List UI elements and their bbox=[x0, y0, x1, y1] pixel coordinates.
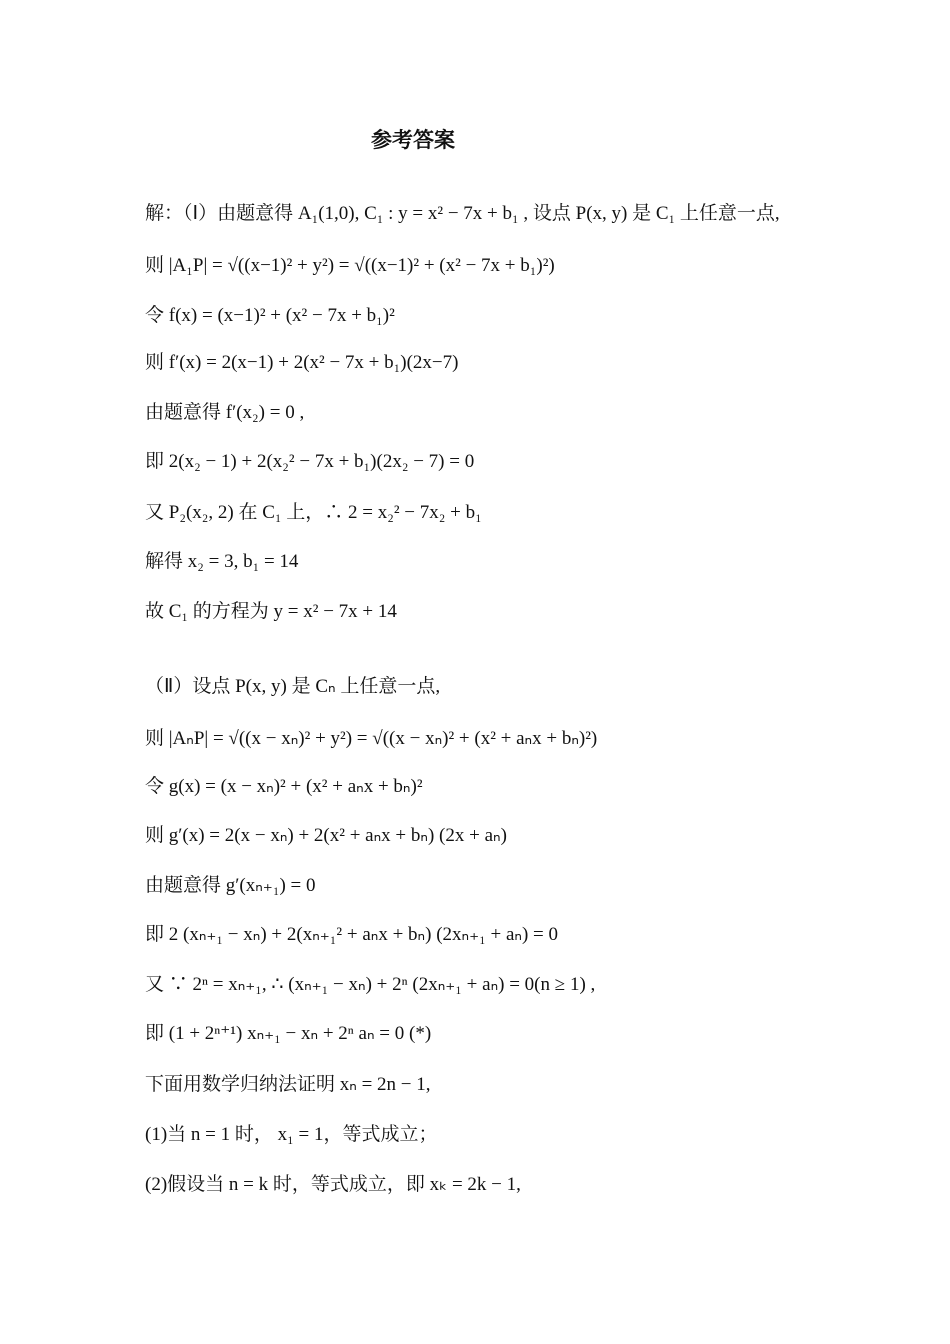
solution-line: 即 2(x₂ − 1) + 2(x₂² − 7x + b₁)(2x₂ − 7) = 0 bbox=[145, 451, 475, 472]
page-title: 参考答案 bbox=[371, 128, 455, 152]
solution-line: 解：（Ⅰ）由题意得 A₁(1,0), C₁ : y = x² − 7x + b₁ , 设点 P(x, y) 是 C₁ 上任意一点, bbox=[145, 203, 780, 224]
solution-line: 令 g(x) = (x − xₙ)² + (x² + aₙx + bₙ)² bbox=[145, 776, 423, 797]
solution-line: 下面用数学归纳法证明 xₙ = 2n − 1, bbox=[145, 1074, 431, 1095]
solution-line: 由题意得 g′(xₙ₊₁) = 0 bbox=[145, 875, 316, 896]
solution-line: 即 (1 + 2ⁿ⁺¹) xₙ₊₁ − xₙ + 2ⁿ aₙ = 0 (*) bbox=[145, 1023, 432, 1044]
solution-line: 即 2 (xₙ₊₁ − xₙ) + 2(xₙ₊₁² + aₙx + bₙ) (2xₙ₊₁ + aₙ) = 0 bbox=[145, 924, 559, 945]
solution-line: 令 f(x) = (x−1)² + (x² − 7x + b₁)² bbox=[145, 305, 395, 326]
solution-line: 由题意得 f′(x₂) = 0 , bbox=[145, 402, 305, 423]
solution-line: 则 |A₁P| = √((x−1)² + y²) = √((x−1)² + (x² − 7x + b₁)²) bbox=[145, 255, 555, 276]
solution-line: (1)当 n = 1 时， x₁ = 1，等式成立； bbox=[145, 1124, 438, 1145]
solution-line: （Ⅱ）设点 P(x, y) 是 Cₙ 上任意一点, bbox=[145, 676, 441, 697]
solution-line: 则 f′(x) = 2(x−1) + 2(x² − 7x + b₁)(2x−7) bbox=[145, 352, 459, 373]
solution-line: 又 P₂(x₂, 2) 在 C₁ 上，∴ 2 = x₂² − 7x₂ + b₁ bbox=[145, 502, 482, 523]
solution-line: 又 ∵ 2ⁿ = xₙ₊₁, ∴ (xₙ₊₁ − xₙ) + 2ⁿ (2xₙ₊₁ + aₙ) = 0(n ≥ 1) , bbox=[145, 974, 596, 995]
solution-line: 故 C₁ 的方程为 y = x² − 7x + 14 bbox=[145, 601, 397, 622]
solution-line: (2)假设当 n = k 时，等式成立，即 xₖ = 2k − 1, bbox=[145, 1174, 521, 1195]
solution-line: 则 |AₙP| = √((x − xₙ)² + y²) = √((x − xₙ)² + (x² + aₙx + bₙ)²) bbox=[145, 728, 598, 749]
solution-line: 则 g′(x) = 2(x − xₙ) + 2(x² + aₙx + bₙ) (2x + aₙ) bbox=[145, 825, 507, 846]
solution-line: 解得 x₂ = 3, b₁ = 14 bbox=[145, 551, 299, 572]
